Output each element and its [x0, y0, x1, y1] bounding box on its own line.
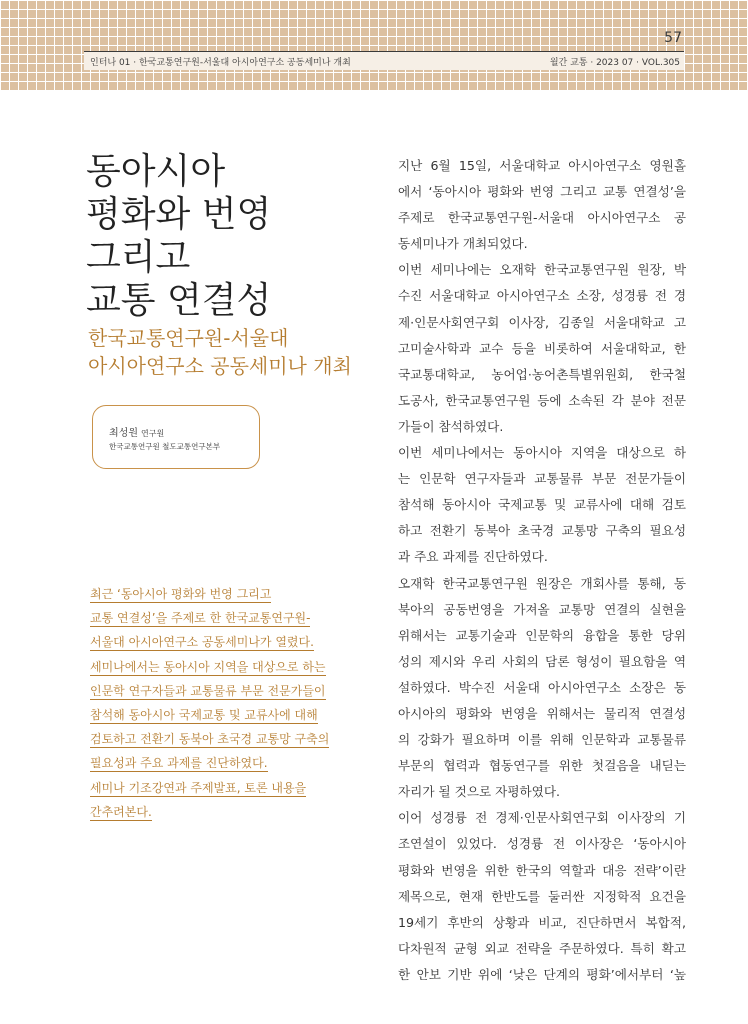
article-title — [86, 150, 386, 322]
body-line: 아시아의 평화와 번영을 위해서는 물리적 연결성 — [398, 705, 686, 721]
running-header-section: 인터나 01 · 한국교통연구원-서울대 아시아연구소 공동세미나 개최 — [90, 58, 351, 68]
subtitle-line: 한국교통연구원-서울대 — [88, 326, 289, 350]
author-name-line — [109, 424, 164, 439]
abstract-line: 간추려본다. — [90, 804, 152, 819]
article-body — [398, 153, 686, 988]
body-line: 참석해 동아시아 국제교통 및 교류사에 대해 검토 — [398, 497, 686, 513]
title-line: 동아시아 — [86, 151, 226, 192]
body-line: 도공사, 한국교통연구원 등에 소속된 각 분야 전문 — [398, 392, 686, 408]
body-line: 의 강화가 필요하며 이를 위해 인문학과 교통물류 — [398, 732, 686, 748]
article-abstract — [90, 582, 350, 824]
abstract-line: 세미나 기조강연과 주제발표, 토론 내용을 — [90, 780, 307, 795]
body-line: 이어 성경륭 전 경제·인문사회연구회 이사장의 기 — [398, 810, 686, 826]
body-line: 조연설이 있었다. 성경륭 전 이사장은 ‘동아시아 — [398, 836, 686, 852]
abstract-line: 인문학 연구자들과 교통물류 부문 전문가들이 — [90, 683, 326, 698]
subtitle-line: 아시아연구소 공동세미나 개최 — [88, 354, 352, 378]
abstract-line: 최근 ‘동아시아 평화와 번영 그리고 — [90, 587, 272, 601]
body-line: 는 인문학 연구자들과 교통물류 부문 전문가들이 — [398, 471, 686, 487]
body-line: 에서 ‘동아시아 평화와 번영 그리고 교통 연결성’을 — [398, 184, 686, 200]
body-line: 제·인문사회연구회 이사장, 김종일 서울대학교 고 — [398, 314, 686, 330]
header-pattern-band — [0, 0, 748, 90]
body-line: 오재학 한국교통연구원 원장은 개회사를 통해, 동 — [398, 575, 686, 591]
author-role: 연구원 — [140, 429, 165, 438]
body-line: 하고 전환기 동북아 초국경 교통망 구축의 필요성 — [398, 523, 686, 539]
author-affiliation: 한국교통연구원 철도교통연구본부 — [109, 442, 221, 451]
article-subtitle — [88, 324, 388, 380]
body-line: 수진 서울대학교 아시아연구소 소장, 성경륭 전 경 — [398, 288, 686, 304]
body-line: 주제로 한국교통연구원-서울대 아시아연구소 공 — [398, 210, 686, 226]
running-header — [84, 51, 684, 70]
body-line: 이번 세미나에서는 동아시아 지역을 대상으로 하 — [398, 445, 686, 461]
body-line: 이번 세미나에는 오재학 한국교통연구원 원장, 박 — [398, 262, 686, 278]
body-line: 한 안보 기반 위에 ‘낮은 단계의 평화’에서부터 ‘높 — [398, 966, 686, 982]
body-line: 고미술사학과 교수 등을 비롯하여 서울대학교, 한 — [398, 340, 686, 356]
abstract-line: 교통 연결성’을 주제로 한 한국교통연구원- — [90, 611, 311, 626]
body-line: 평화와 번영을 위한 한국의 역할과 대응 전략’이란 — [398, 862, 686, 878]
abstract-line: 참석해 동아시아 국제교통 및 교류사에 대해 — [90, 708, 318, 723]
abstract-line: 검토하고 전환기 동북아 초국경 교통망 구축의 — [90, 732, 330, 747]
body-line: 가들이 참석하였다. — [398, 418, 504, 434]
abstract-line: 세미나에서는 동아시아 지역을 대상으로 하는 — [90, 659, 326, 674]
body-line: 부문의 협력과 협동연구를 위한 첫걸음을 내딛는 — [398, 758, 686, 774]
title-line: 평화와 번영 — [86, 194, 272, 235]
body-line: 설하였다. 박수진 서울대 아시아연구소 소장은 동 — [398, 679, 686, 695]
body-line: 동세미나가 개최되었다. — [398, 236, 528, 252]
title-line: 교통 연결성 — [86, 280, 272, 321]
abstract-line: 서울대 아시아연구소 공동세미나가 열렸다. — [90, 635, 314, 650]
running-header-issue: 월간 교통 · 2023 07 · VOL.305 — [549, 58, 680, 68]
body-line: 과 주요 과제를 진단하였다. — [398, 549, 548, 565]
body-line: 북아의 공동번영을 가져올 교통망 연결의 실현을 — [398, 601, 686, 617]
page-number: 57 — [664, 30, 682, 46]
body-line: 위해서는 교통기술과 인문학의 융합을 통한 당위 — [398, 627, 686, 643]
author-box — [92, 405, 260, 469]
body-line: 국교통대학교, 농어업·농어촌특별위원회, 한국철 — [398, 366, 686, 382]
author-name: 최성원 — [109, 428, 138, 439]
body-line: 성의 제시와 우리 사회의 담론 형성이 필요함을 역 — [398, 653, 686, 669]
title-line: 그리고 — [86, 237, 191, 278]
body-line: 다차원적 균형 외교 전략을 주문하였다. 특히 확고 — [398, 940, 686, 956]
abstract-line: 필요성과 주요 과제를 진단하였다. — [90, 756, 268, 771]
body-line: 지난 6월 15일, 서울대학교 아시아연구소 영원홀 — [398, 158, 686, 173]
body-line: 19세기 후반의 상황과 비교, 진단하면서 복합적, — [398, 914, 686, 930]
body-line: 제목으로, 현재 한반도를 둘러싼 지정학적 요건을 — [398, 888, 686, 904]
body-line: 자리가 될 것으로 자평하였다. — [398, 784, 560, 800]
